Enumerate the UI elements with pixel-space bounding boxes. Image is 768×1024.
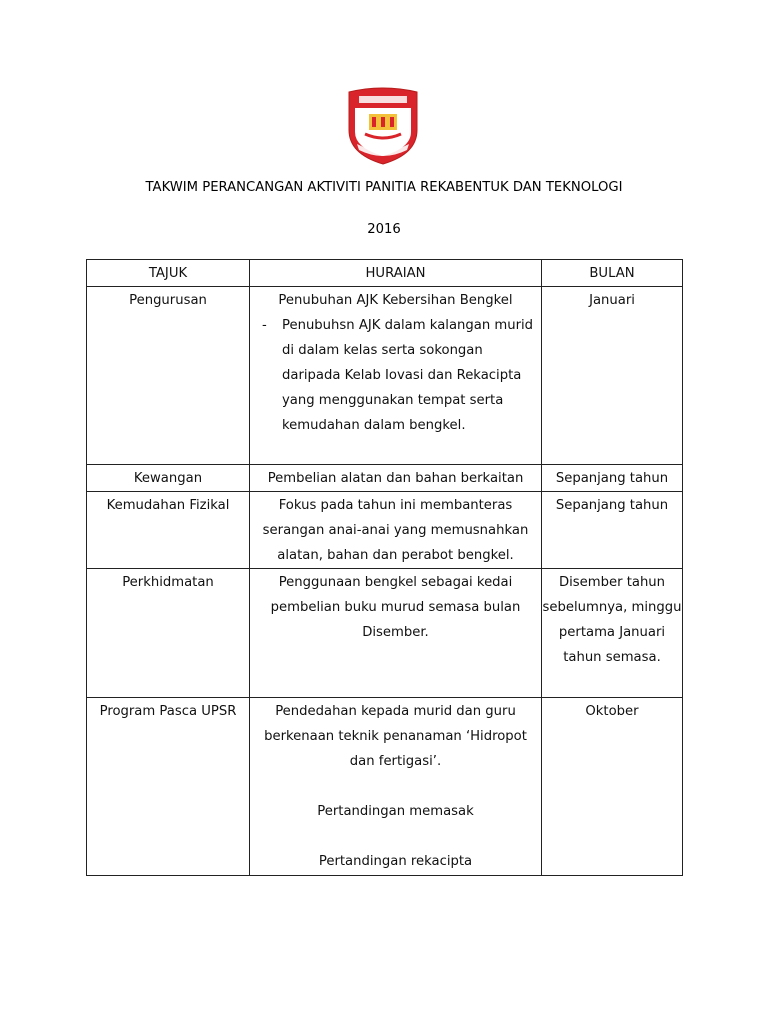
- table-row: [87, 465, 683, 492]
- header-huraian: HURAIAN: [250, 260, 542, 287]
- row-month: Oktober: [585, 704, 639, 719]
- row-description-2: Pertandingan memasak: [317, 804, 474, 819]
- row-month: Sepanjang tahun: [555, 471, 669, 486]
- table-row: [87, 287, 683, 465]
- row-month: Disember tahun sebelumnya, minggu pertama Januari tahun semasa.: [542, 575, 682, 665]
- activity-table: [86, 259, 683, 876]
- row-month: Januari: [589, 293, 635, 308]
- row-topic: Kemudahan Fizikal: [106, 498, 230, 513]
- row-description: Penubuhan AJK Kebersihan Bengkel: [278, 293, 513, 308]
- row-topic: Pengurusan: [129, 293, 207, 308]
- row-description: Fokus pada tahun ini membanteras serangan anai-anai yang memusnahkan alatan, bahan dan perabot bengkel.: [262, 498, 529, 563]
- row-description-3: Pertandingan rekacipta: [318, 854, 473, 869]
- document-title: TAKWIM PERANCANGAN AKTIVITI PANITIA REKABENTUK DAN TEKNOLOGI: [145, 180, 623, 195]
- row-description: Penggunaan bengkel sebagai kedai pembelian buku murud semasa bulan Disember.: [270, 575, 521, 640]
- row-description: Pendedahan kepada murid dan guru berkenaan teknik penanaman ‘Hidropot dan fertigasi’.: [264, 704, 527, 769]
- header-bulan: BULAN: [542, 260, 683, 287]
- row-topic: Perkhidmatan: [122, 575, 214, 590]
- table-row: [87, 492, 683, 569]
- row-topic: Kewangan: [133, 471, 203, 486]
- table-row: [87, 698, 683, 876]
- row-description: Pembelian alatan dan bahan berkaitan: [267, 471, 524, 486]
- row-month: Sepanjang tahun: [555, 498, 669, 513]
- table-row: [87, 569, 683, 698]
- bullet-list: [256, 313, 535, 438]
- row-topic: Program Pasca UPSR: [99, 704, 237, 719]
- header-tajuk: TAJUK: [87, 260, 250, 287]
- document-year: 2016: [367, 222, 401, 237]
- school-crest: [345, 86, 421, 166]
- bullet-item: - Penubuhsn AJK dalam kalangan murid di dalam kelas serta sokongan daripada Kelab Iovasi dan Rekacipta yang menggunakan tempat serta kemudahan dalam bengkel.: [282, 313, 535, 438]
- table-header-row: [87, 260, 683, 287]
